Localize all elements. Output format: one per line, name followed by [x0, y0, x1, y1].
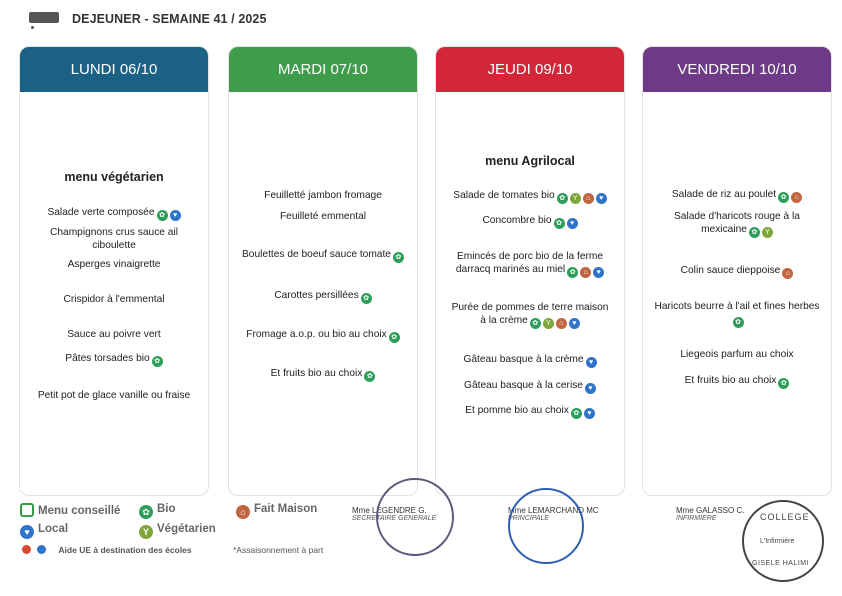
bio-icon: ✿ [389, 332, 400, 343]
fait-maison-icon: ⌂ [782, 268, 793, 279]
menu-item: Sauce au poivre vert [67, 329, 161, 340]
menu-item: Purée de pommes de terre maison à la crème ✿ Y ⌂ ♥ [451, 302, 609, 327]
signature-principale: Mme LEMARCHAND MC PRINCIPALE [508, 506, 599, 522]
menu-item: Champignons crus sauce ail ciboulette [50, 227, 178, 251]
fait-maison-icon: ⌂ [556, 318, 567, 329]
bio-icon: ✿ [571, 408, 582, 419]
menu-item: Et fruits bio au choix ✿ [235, 367, 411, 382]
day-card-tuesday [228, 46, 418, 496]
fait-maison-icon: ⌂ [580, 267, 591, 278]
day-header: MARDI 07/10 [229, 47, 417, 92]
menu-item: Concombre bio ✿ ♥ [442, 214, 618, 229]
legend-aide-ue: Aide UE à destination des écoles [22, 545, 192, 555]
menu-item: Gâteau basque à la crème ♥ [442, 353, 618, 368]
bio-icon: ✿ [393, 252, 404, 263]
menu-item: Salade de tomates bio ✿ Y ⌂ ♥ [442, 189, 618, 204]
signature-secretaire: Mme LEGENDRE G. SECRETAIRE GENERALE [352, 506, 437, 522]
local-icon: ♥ [20, 525, 34, 539]
bio-icon: ✿ [554, 218, 565, 229]
menu-item: Carottes persillées ✿ [235, 289, 411, 304]
menu-item: Liegeois parfum au choix [680, 349, 794, 360]
bio-icon: ✿ [567, 267, 578, 278]
vegetarian-icon: Y [570, 193, 581, 204]
local-icon: ♥ [596, 193, 607, 204]
menu-item: Crispidor à l'emmental [63, 294, 165, 305]
bio-icon: ✿ [530, 318, 541, 329]
page-title: DEJEUNER - SEMAINE 41 / 2025 [72, 12, 267, 26]
local-icon: ♥ [593, 267, 604, 278]
menu-item: Haricots beurre à l'ail et fines herbes✿ [654, 301, 820, 326]
day-header: LUNDI 06/10 [20, 47, 208, 92]
menu-item: Asperges vinaigrette [67, 259, 161, 270]
local-icon: ♥ [567, 218, 578, 229]
legend-menu-conseille: Menu conseillé [20, 503, 120, 517]
day-header: JEUDI 09/10 [436, 47, 624, 92]
bio-icon: ✿ [778, 378, 789, 389]
bio-icon: ✿ [364, 371, 375, 382]
menu-item: Et fruits bio au choix ✿ [649, 374, 825, 389]
legend-local: ♥ Local [20, 523, 68, 539]
bio-icon: ✿ [139, 505, 153, 519]
day-header: VENDREDI 10/10 [643, 47, 831, 92]
local-icon: ♥ [170, 210, 181, 221]
bio-icon: ✿ [152, 356, 163, 367]
menu-item: Fromage a.o.p. ou bio au choix ✿ [235, 328, 411, 343]
legend-fait-maison: ⌂ Fait Maison [236, 503, 317, 519]
local-icon: ♥ [569, 318, 580, 329]
college-stamp-left [376, 478, 454, 556]
bio-icon: ✿ [557, 193, 568, 204]
local-icon: ♥ [586, 357, 597, 368]
vegetarian-icon: Y [762, 227, 773, 238]
local-icon: ♥ [585, 383, 596, 394]
menu-item: Emincés de porc bio de la ferme darracq marinés au miel ✿ ⌂ ♥ [455, 251, 604, 276]
legend-bio: ✿ Bio [139, 503, 176, 519]
thumbs-up-icon [20, 503, 34, 517]
menu-title: menu Agrilocal [485, 154, 575, 168]
bio-icon: ✿ [361, 293, 372, 304]
stamp-gisele-text: GISELE HALIMI [752, 560, 810, 567]
menu-item: Gâteau basque à la cerise ♥ [442, 379, 618, 394]
day-card-monday [19, 46, 209, 496]
menu-item: Colin sauce dieppoise ⌂ [649, 264, 825, 279]
fruit-icon [22, 545, 31, 554]
legend-vegetarien: Y Végétarien [139, 523, 216, 539]
day-card-friday [642, 46, 832, 496]
stamp-college-text: COLLEGE [760, 512, 810, 522]
menu-item: Petit pot de glace vanille ou fraise [37, 390, 191, 401]
bio-icon: ✿ [733, 317, 744, 328]
local-icon: ♥ [584, 408, 595, 419]
menu-item: Feuilleté emmental [279, 211, 367, 222]
college-stamp-middle [508, 488, 584, 564]
bio-icon: ✿ [749, 227, 760, 238]
vegetarian-icon: Y [543, 318, 554, 329]
logo-icon [29, 12, 59, 23]
menu-title: menu végétarien [64, 170, 164, 184]
signature-infirmiere: Mme GALASSO C. INFIRMIERE [676, 506, 745, 522]
logo-dot-icon [31, 26, 34, 29]
menu-item: Boulettes de boeuf sauce tomate ✿ [235, 248, 411, 263]
fait-maison-icon: ⌂ [791, 192, 802, 203]
menu-item: Pâtes torsades bio ✿ [26, 352, 202, 367]
bio-icon: ✿ [778, 192, 789, 203]
menu-item: Feuilletté jambon fromage [264, 190, 382, 201]
vegetarian-icon: Y [139, 525, 153, 539]
fait-maison-icon: ⌂ [236, 505, 250, 519]
stamp-infirmiere-text: L'Infirmière [760, 538, 795, 545]
menu-item: Salade verte composée ✿ ♥ [26, 206, 202, 221]
day-card-thursday [435, 46, 625, 496]
eu-flag-icon [37, 545, 46, 554]
menu-item: Salade de riz au poulet ✿ ⌂ [649, 188, 825, 203]
menu-item: Salade d'haricots rouge à la mexicaine ✿ Y [674, 211, 800, 236]
assaisonnement-note: *Assaisonnement à part [233, 545, 324, 555]
menu-item: Et pomme bio au choix ✿ ♥ [442, 404, 618, 419]
bio-icon: ✿ [157, 210, 168, 221]
fait-maison-icon: ⌂ [583, 193, 594, 204]
